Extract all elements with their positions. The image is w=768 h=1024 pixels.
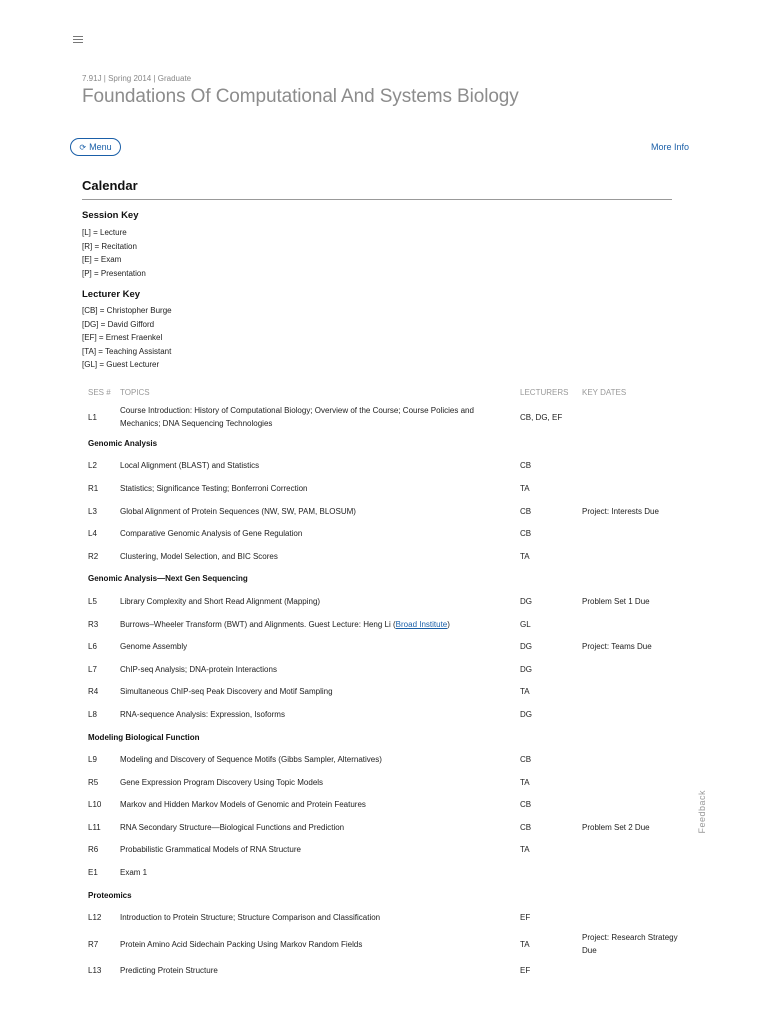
- hamburger-menu-icon[interactable]: [73, 36, 83, 45]
- session-lecturers: CB, DG, EF: [520, 412, 563, 422]
- section-row: [82, 726, 692, 749]
- session-lecturers: TA: [520, 845, 530, 855]
- section-title: Genomic Analysis—Next Gen Sequencing: [88, 574, 248, 584]
- session-number: R7: [88, 939, 99, 949]
- session-key-dates: [576, 658, 692, 681]
- session-key-dates: Problem Set 2 Due: [582, 822, 650, 832]
- lecturer-key-item: [DG] = David Gifford: [82, 319, 155, 329]
- session-lecturers: CB: [520, 755, 532, 765]
- menu-button[interactable]: [70, 138, 121, 156]
- session-topic: Local Alignment (BLAST) and Statistics: [120, 461, 260, 471]
- session-topic: RNA Secondary Structure—Biological Functions and Prediction: [120, 822, 345, 832]
- table-row: [82, 771, 692, 794]
- session-number: L10: [88, 800, 102, 810]
- session-topic: Statistics; Significance Testing; Bonferroni Correction: [120, 483, 308, 493]
- section-row: [82, 432, 692, 455]
- session-topic: Modeling and Discovery of Sequence Motifs (Gibbs Sampler, Alternatives): [120, 755, 382, 765]
- session-topic: Gene Expression Program Discovery Using Topic Models: [120, 777, 324, 787]
- lecturer-key-item: [CB] = Christopher Burge: [82, 306, 172, 315]
- session-topic: Protein Amino Acid Sidechain Packing Using Markov Random Fields: [120, 939, 363, 949]
- session-lecturers: [514, 861, 576, 884]
- table-row: [82, 500, 692, 523]
- session-number: L11: [88, 822, 101, 832]
- session-key-list: [82, 226, 146, 280]
- session-number: L7: [88, 664, 97, 674]
- session-number: R2: [88, 551, 99, 561]
- session-lecturers: DG: [520, 664, 532, 674]
- session-number: L2: [88, 461, 97, 471]
- session-number: R1: [88, 483, 99, 493]
- session-lecturers: TA: [520, 777, 530, 787]
- session-lecturers: CB: [520, 800, 532, 810]
- session-lecturers: CB: [520, 529, 532, 539]
- divider: [82, 199, 672, 200]
- course-meta: 7.91J | Spring 2014 | Graduate: [82, 74, 192, 83]
- session-topic: Introduction to Protein Structure; Structure Comparison and Classification: [120, 913, 381, 923]
- session-topic: Probabilistic Grammatical Models of RNA Structure: [120, 845, 301, 855]
- table-row: [82, 681, 692, 704]
- session-key-item: [E] = Exam: [82, 255, 122, 264]
- session-number: R6: [88, 845, 99, 855]
- feedback-tab[interactable]: Feedback: [697, 790, 707, 834]
- session-key-dates: [576, 703, 692, 726]
- table-header-row: [82, 382, 692, 402]
- session-lecturers: CB: [520, 506, 532, 516]
- table-row: [82, 703, 692, 726]
- session-key-dates: [576, 839, 692, 862]
- column-header-ses: SES #: [88, 387, 111, 397]
- session-key-dates: [576, 477, 692, 500]
- session-number: L1: [88, 412, 97, 422]
- table-row: [82, 816, 692, 839]
- calendar-table: [82, 382, 692, 982]
- section-title: Proteomics: [88, 890, 132, 900]
- table-row: [82, 929, 692, 959]
- refresh-arrows-icon: ⟳: [79, 142, 87, 152]
- broad-institute-link[interactable]: Broad Institute: [395, 619, 448, 629]
- more-info-link[interactable]: More Info: [651, 142, 690, 152]
- table-row: [82, 477, 692, 500]
- session-lecturers: TA: [520, 939, 530, 949]
- session-key-dates: [576, 613, 692, 636]
- session-key-title: Session Key: [82, 210, 139, 221]
- menu-button-label: Menu: [89, 142, 112, 152]
- table-row: [82, 658, 692, 681]
- session-lecturers: DG: [520, 642, 532, 652]
- session-topic: Library Complexity and Short Read Alignment (Mapping): [120, 596, 321, 606]
- session-number: R3: [88, 619, 99, 629]
- section-title: Modeling Biological Function: [88, 732, 200, 742]
- session-number: E1: [88, 868, 98, 878]
- column-header-key-dates: KEY DATES: [582, 387, 627, 397]
- section-title: Genomic Analysis: [88, 438, 158, 448]
- session-key-dates: [576, 402, 692, 432]
- table-row: [82, 861, 692, 884]
- course-title: Foundations Of Computational And Systems Biology: [82, 86, 519, 107]
- session-number: L9: [88, 755, 97, 765]
- session-lecturers: TA: [520, 687, 530, 697]
- calendar-title: Calendar: [82, 178, 138, 193]
- session-number: L5: [88, 596, 97, 606]
- lecturer-key-item: [EF] = Ernest Fraenkel: [82, 333, 163, 342]
- session-key-dates: Project: Research Strategy Due: [582, 933, 678, 956]
- session-lecturers: DG: [520, 709, 532, 719]
- table-row: [82, 590, 692, 613]
- session-lecturers: EF: [520, 913, 531, 923]
- session-lecturers: DG: [520, 596, 532, 606]
- session-key-dates: [576, 522, 692, 545]
- session-key-dates: Project: Interests Due: [582, 506, 659, 516]
- session-key-dates: [576, 906, 692, 929]
- session-topic: Markov and Hidden Markov Models of Genomic and Protein Features: [120, 800, 366, 810]
- table-row: [82, 839, 692, 862]
- session-key-dates: [576, 455, 692, 478]
- session-lecturers: TA: [520, 551, 530, 561]
- session-number: L12: [88, 913, 102, 923]
- session-key-dates: [576, 545, 692, 568]
- session-key-dates: [576, 748, 692, 771]
- session-key-dates: [576, 681, 692, 704]
- session-number: L4: [88, 529, 97, 539]
- table-row: [82, 545, 692, 568]
- table-row: [82, 402, 692, 432]
- section-row: [82, 884, 692, 907]
- session-number: L6: [88, 642, 97, 652]
- session-topic: Clustering, Model Selection, and BIC Scores: [120, 551, 278, 561]
- session-lecturers: GL: [520, 619, 531, 629]
- session-key-item: [P] = Presentation: [82, 268, 146, 278]
- session-key-dates: Problem Set 1 Due: [582, 596, 650, 606]
- session-topic: RNA-sequence Analysis: Expression, Isoforms: [120, 709, 285, 719]
- session-key-item: [R] = Recitation: [82, 241, 137, 251]
- session-key-dates: [576, 861, 692, 884]
- session-topic: Comparative Genomic Analysis of Gene Regulation: [120, 529, 303, 539]
- lecturer-key-item: [GL] = Guest Lecturer: [82, 360, 160, 369]
- session-number: L8: [88, 709, 97, 719]
- session-lecturers: EF: [520, 965, 531, 975]
- session-key-dates: [576, 794, 692, 817]
- session-topic: Course Introduction: History of Computational Biology; Overview of the Course; Course Policies and Mechanics; DNA Sequencing Technologies: [120, 406, 474, 428]
- session-topic: Global Alignment of Protein Sequences (NW, SW, PAM, BLOSUM): [120, 506, 356, 516]
- session-lecturers: TA: [520, 483, 530, 493]
- column-header-lecturers: LECTURERS: [520, 387, 569, 397]
- session-number: R5: [88, 777, 99, 787]
- table-row: [82, 455, 692, 478]
- topic-text-after: ): [447, 619, 450, 629]
- topic-text: Burrows–Wheeler Transform (BWT) and Alignments. Guest Lecture: Heng Li (: [120, 619, 396, 629]
- session-number: L13: [88, 965, 102, 975]
- session-lecturers: CB: [520, 461, 532, 471]
- session-number: L3: [88, 506, 97, 516]
- session-topic: [114, 613, 514, 636]
- session-key-dates: Project: Teams Due: [582, 642, 652, 652]
- session-topic: Genome Assembly: [120, 642, 188, 652]
- session-key-dates: [576, 959, 692, 982]
- lecturer-key-list: [82, 304, 172, 372]
- table-row: [82, 613, 692, 636]
- session-topic: Exam 1: [120, 868, 148, 878]
- section-row: [82, 568, 692, 591]
- table-row: [82, 794, 692, 817]
- lecturer-key-item: [TA] = Teaching Assistant: [82, 346, 172, 356]
- session-topic: Predicting Protein Structure: [120, 965, 218, 975]
- session-topic: Simultaneous ChIP-seq Peak Discovery and Motif Sampling: [120, 687, 333, 697]
- session-topic: ChIP-seq Analysis; DNA-protein Interactions: [120, 664, 277, 674]
- table-row: [82, 522, 692, 545]
- table-row: [82, 959, 692, 982]
- lecturer-key-title: Lecturer Key: [82, 289, 141, 300]
- session-lecturers: CB: [520, 822, 532, 832]
- session-key-dates: [576, 771, 692, 794]
- table-row: [82, 906, 692, 929]
- column-header-topics: TOPICS: [120, 387, 150, 397]
- table-row: [82, 635, 692, 658]
- session-key-item: [L] = Lecture: [82, 228, 127, 237]
- session-number: R4: [88, 687, 99, 697]
- table-row: [82, 748, 692, 771]
